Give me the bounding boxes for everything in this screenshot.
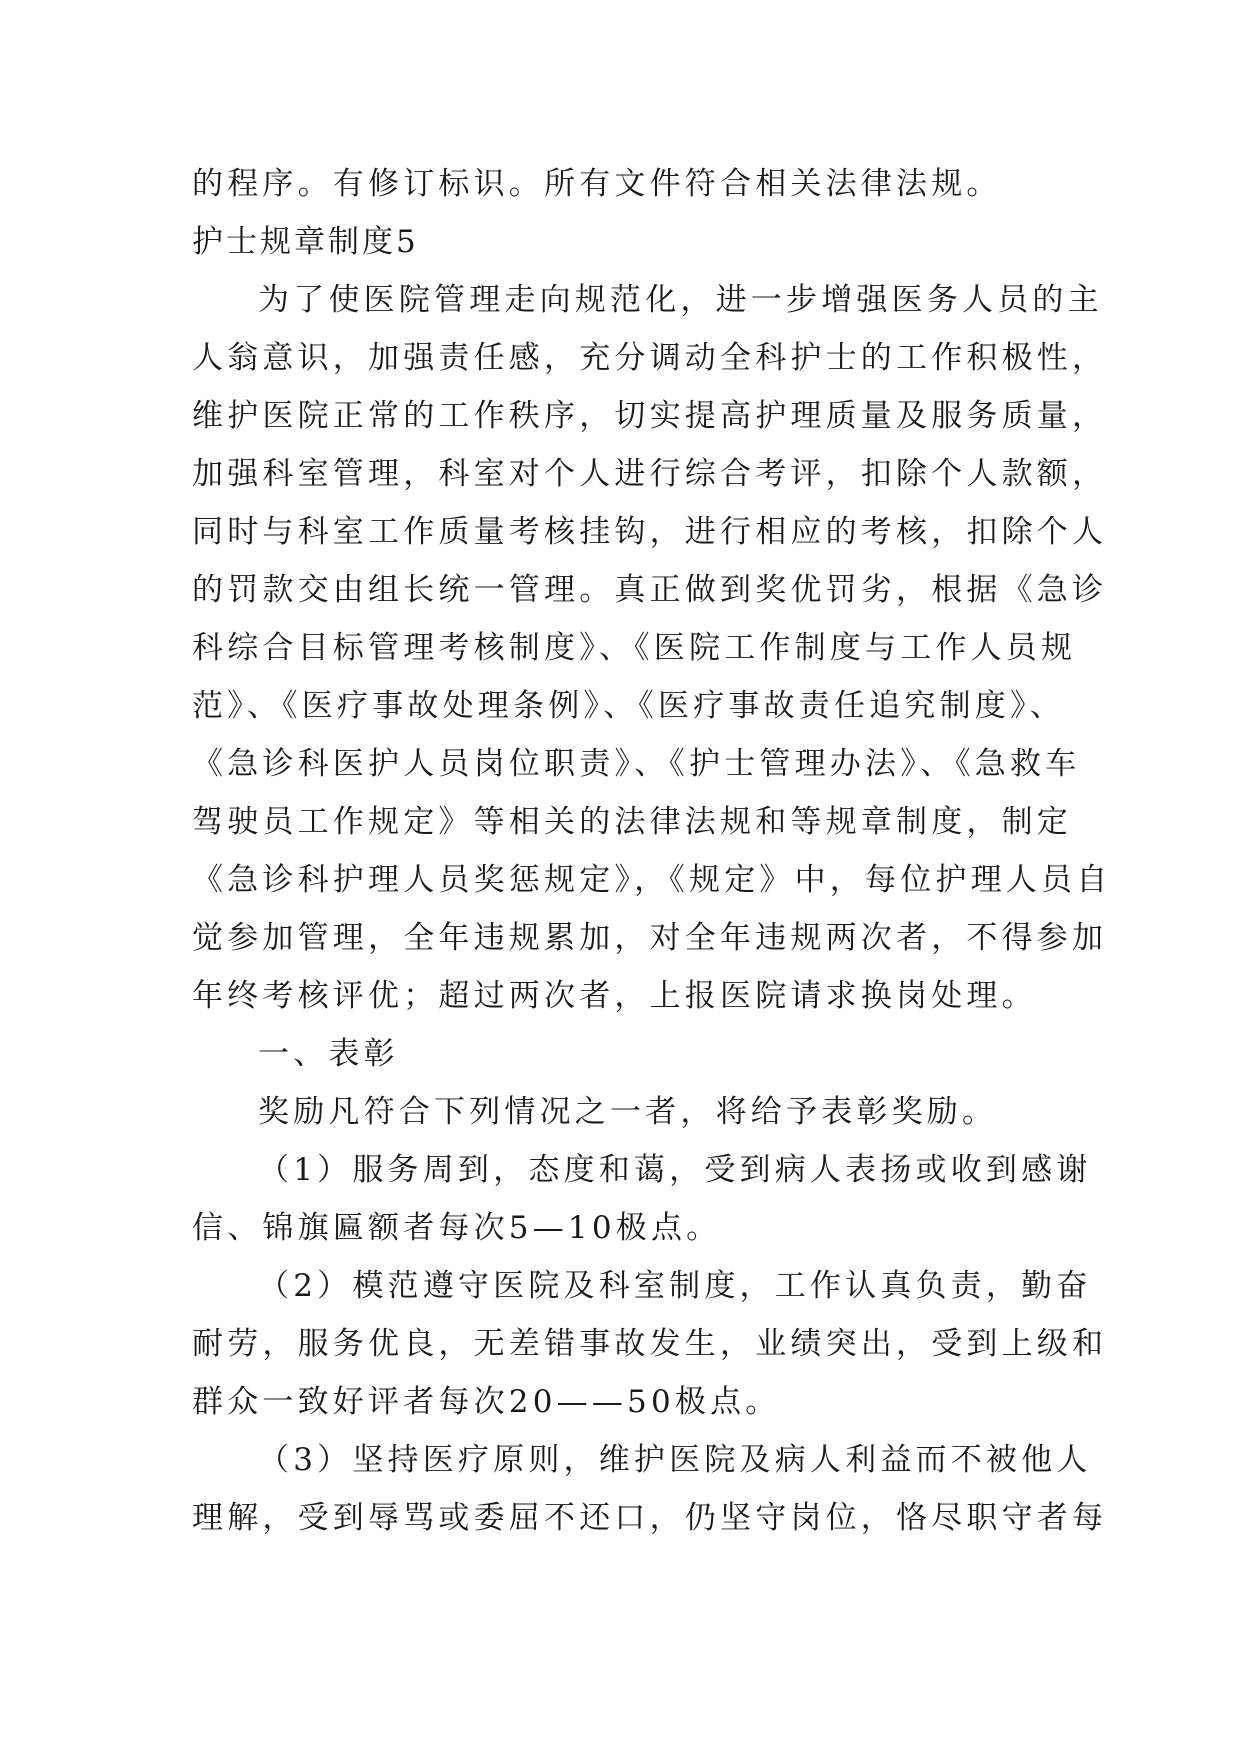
subsection-heading: 一、表彰 <box>258 1036 399 1072</box>
text-line: 驾驶员工作规定》等相关的法律法规和等规章制度，制定 <box>192 804 1072 840</box>
text-line: 《急诊科医护人员岗位职责》、《护士管理办法》、《急救车 <box>192 746 1081 782</box>
text-line: 维护医院正常的工作秩序，切实提高护理质量及服务质量， <box>192 398 1108 434</box>
text-line: 年终考核评优；超过两次者，上报医院请求换岗处理。 <box>192 978 1037 1014</box>
text-line: 群众一致好评者每次20——50极点。 <box>192 1384 781 1420</box>
text-line: 加强科室管理，科室对个人进行综合考评，扣除个人款额， <box>192 456 1108 492</box>
text-line: 理解，受到辱骂或委屈不还口，仍坚守岗位，恪尽职守者每 <box>192 1500 1108 1536</box>
text-line: 信、锦旗匾额者每次5—10极点。 <box>192 1210 722 1246</box>
text-line: 耐劳，服务优良，无差错事故发生，业绩突出，受到上级和 <box>192 1326 1108 1362</box>
section-heading: 护士规章制度5 <box>192 224 419 260</box>
list-item-first-line: （2）模范遵守医院及科室制度，工作认真负责，勤奋 <box>258 1268 1092 1304</box>
text-line: 同时与科室工作质量考核挂钩，进行相应的考核，扣除个人 <box>192 514 1108 550</box>
document-page <box>192 155 1112 1547</box>
text-line: 《急诊科护理人员奖惩规定》，《规定》中，每位护理人员自 <box>192 862 1112 898</box>
list-item-first-line: （1）服务周到，态度和蔼，受到病人表扬或收到感谢 <box>258 1152 1092 1188</box>
text-line: 觉参加管理，全年违规累加，对全年违规两次者，不得参加 <box>192 920 1108 956</box>
text-line: 的罚款交由组长统一管理。真正做到奖优罚劣，根据《急诊 <box>192 572 1108 608</box>
text-line: 范》、《医疗事故处理条例》、《医疗事故责任追究制度》、 <box>192 688 1065 724</box>
text-line: 科综合目标管理考核制度》、《医院工作制度与工作人员规 <box>192 630 1077 666</box>
paragraph-first-line: 为了使医院管理走向规范化，进一步增强医务人员的主 <box>258 282 1103 318</box>
text-line: 人翁意识，加强责任感，充分调动全科护士的工作积极性， <box>192 340 1108 376</box>
text-line: 的程序。有修订标识。所有文件符合相关法律法规。 <box>192 166 1002 202</box>
list-item-first-line: （3）坚持医疗原则，维护医院及病人利益而不被他人 <box>258 1442 1092 1478</box>
paragraph-first-line: 奖励凡符合下列情况之一者，将给予表彰奖励。 <box>258 1094 998 1130</box>
